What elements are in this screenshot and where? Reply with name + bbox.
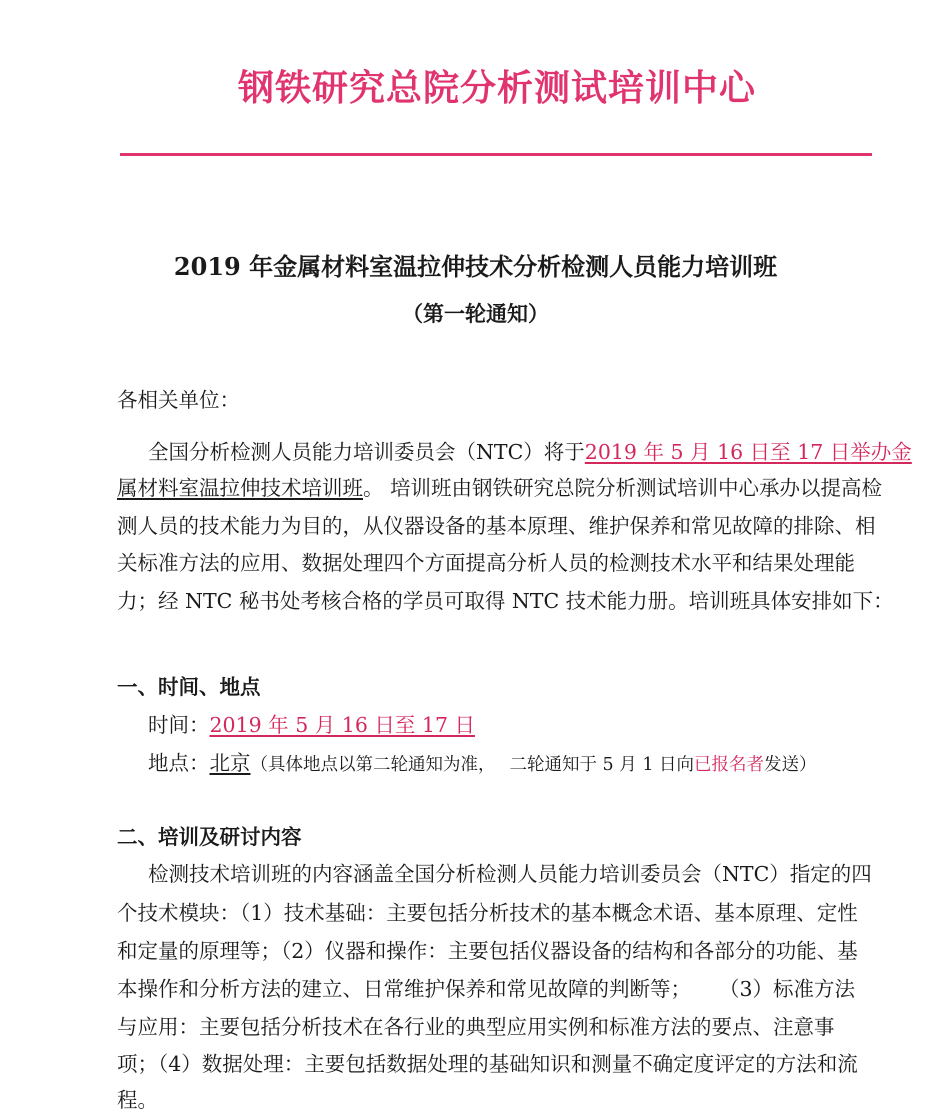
section2-line: 和定量的原理等；（2）仪器和操作：主要包括仪器设备的结构和各部分的功能、基 bbox=[117, 939, 858, 963]
time-value: 2019 年 5 月 16 日至 17 日 bbox=[209, 713, 475, 737]
intro-line-1 bbox=[148, 435, 912, 465]
section2-line-4b: （3）标准方法 bbox=[719, 977, 856, 1001]
time-label: 时间： bbox=[148, 713, 210, 737]
section2-line: 个技术模块：（1）技术基础：主要包括分析技术的基本概念术语、基本原理、定性 bbox=[117, 901, 858, 925]
section2-line: 检测技术培训班的内容涵盖全国分析检测人员能力培训委员会（NTC）指定的四 bbox=[148, 862, 872, 886]
intro-dates: 2019 年 5 月 16 日至 17 日 bbox=[584, 440, 851, 464]
place-note-b: 二轮通知于 5 月 1 日向 bbox=[509, 755, 695, 775]
place-label: 地点： bbox=[148, 751, 210, 775]
section2-line-4 bbox=[117, 972, 855, 1002]
section2-line-4a: 本操作和分析方法的建立、日常维护保养和常见故障的判断等； bbox=[117, 977, 691, 1001]
section2-line: 项；（4）数据处理：主要包括数据处理的基础知识和测量不确定度评定的方法和流 bbox=[117, 1052, 858, 1076]
place-row bbox=[148, 746, 817, 776]
intro-event-a: 举办金 bbox=[850, 440, 912, 464]
intro-prefix: 全国分析检测人员能力培训委员会（NTC）将于 bbox=[148, 440, 585, 464]
org-name: 钢铁研究总院分析测试培训中心 bbox=[238, 68, 757, 109]
section2-heading: 二、培训及研讨内容 bbox=[117, 825, 302, 849]
place-note-a: （具体地点以第二轮通知为准， bbox=[250, 755, 496, 775]
intro-event-b: 属材料室温拉伸技术培训班 bbox=[117, 476, 363, 500]
document-title: 2019 年金属材料室温拉伸技术分析检测人员能力培训班 bbox=[173, 252, 778, 281]
section2-line: 程。 bbox=[117, 1088, 158, 1112]
time-row bbox=[148, 708, 475, 738]
intro-line-4: 关标准方法的应用、数据处理四个方面提高分析人员的检测技术水平和结果处理能 bbox=[117, 551, 855, 575]
place-note-highlight: 已报名者 bbox=[694, 755, 765, 775]
salutation: 各相关单位： bbox=[117, 388, 240, 412]
intro-rest-a: 。 培训班由钢铁研究总院分析测试培训中心承办以提高检 bbox=[363, 476, 883, 500]
intro-line-2 bbox=[117, 471, 882, 501]
intro-line-5: 力；经 NTC 秘书处考核合格的学员可取得 NTC 技术能力册。培训班具体安排如下： bbox=[117, 589, 894, 613]
intro-line-3: 测人员的技术能力为目的，从仪器设备的基本原理、维护保养和常见故障的排除、相 bbox=[117, 514, 876, 538]
header-rule bbox=[120, 153, 872, 156]
section2-line: 与应用：主要包括分析技术在各行业的典型应用实例和标准方法的要点、注意事 bbox=[117, 1015, 835, 1039]
section1-heading: 一、时间、地点 bbox=[117, 675, 261, 699]
place-value: 北京 bbox=[209, 751, 251, 775]
place-note-c: 发送） bbox=[764, 755, 817, 775]
document-subtitle: （第一轮通知） bbox=[402, 301, 549, 326]
